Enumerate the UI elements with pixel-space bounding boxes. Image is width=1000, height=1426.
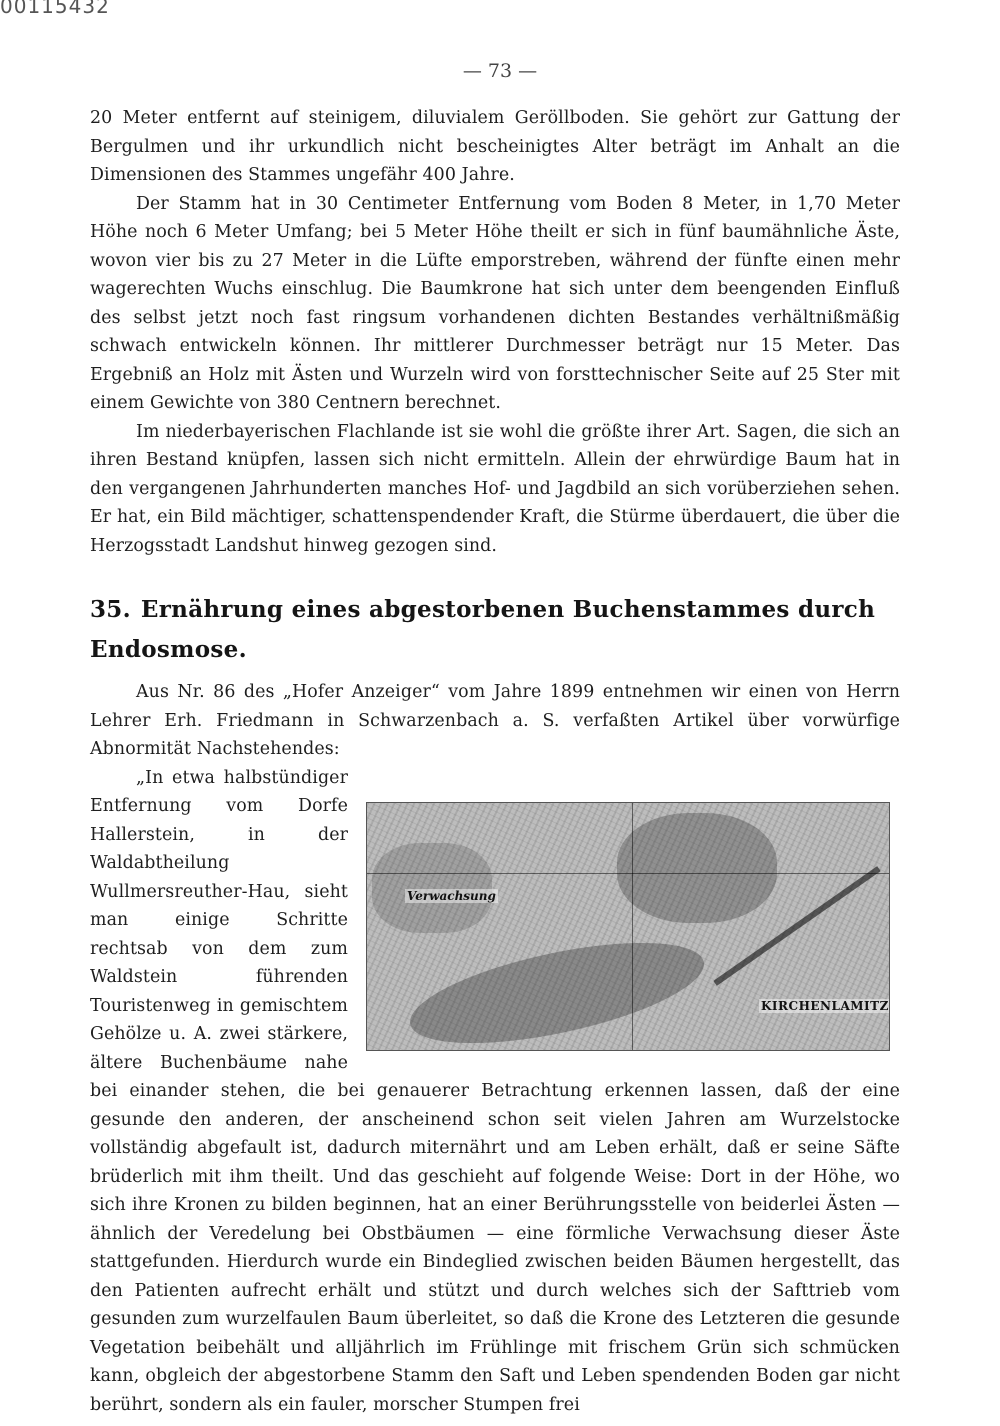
page-number: — 73 — <box>462 60 538 82</box>
paragraph-1: 20 Meter entfernt auf steinigem, diluvialem Geröllboden. Sie gehört zur Gattung der Bergulmen und ihr urkundlich nicht bescheinigtes Alter beträgt im Anhalt an die Dimensionen des Stammes ungefähr 400 Jahre. <box>90 108 900 185</box>
section-number: 35. <box>90 596 131 623</box>
page-content <box>90 104 900 1419</box>
section-title: Ernährung eines abgestorbenen Buchenstammes durch Endosmose. <box>90 596 876 663</box>
paragraph-2: Der Stamm hat in 30 Centimeter Entfernung vom Boden 8 Meter, in 1,70 Meter Höhe noch 6 Meter Umfang; bei 5 Meter Höhe theilt er sich in fünf baumähnliche Äste, wovon vier bis zu 27 Meter in die Lüfte emporstreben, während der fünfte einen mehr wagerechten Wuchs einschlug. Die Baumkrone hat sich unter dem beengenden Einfluß des selbst jetzt noch fast ringsum vorhandenen dichten Bestandes verhältnißmäßig schwach entwickeln können. Ihr mittlerer Durchmesser beträgt nur 15 Meter. Das Ergebniß an Holz mit Ästen und Wurzeln wird von forsttechnischer Seite auf 25 Ster mit einem Gewichte von 380 Centnern berechnet. <box>90 193 900 413</box>
map-label-kirchenlamitz: KIRCHENLAMITZ <box>761 998 889 1013</box>
archive-id: 00115432 <box>0 0 110 18</box>
paragraph-5: „In etwa halbstündiger Entfernung vom Dorfe Hallerstein, in der Waldabtheilung Wullmersreuther-Hau, sieht man einige Schritte rechtsab von dem zum Waldstein führenden Touristenweg in gemischtem Gehölze u. A. zwei stärkere, ältere Buchenbäume nahe bei einander stehen, die bei genauerer Betrachtung erkennen lassen, daß der eine gesunde den anderen, der anscheinend schon seit vielen Jahren am Wurzelstocke vollständig abgefault ist, dadurch miternährt und am Leben erhält, daß er seine Säfte brüderlich mit ihm theilt. Und das geschieht auf folgende Weise: Dort in der Höhe, wo sich ihre Kronen zu bilden beginnen, hat an einer Berührungsstelle von beiderlei Ästen — ähnlich der Veredelung bei Obstbäumen — eine förmliche Verwachsung dieser Äste stattgefunden. Hierdurch wurde ein Bindeglied zwischen beiden Bäumen hergestellt, das den Patienten aufrecht erhält und stützt und durch welches sich der Safttrieb vom gesunden zum wurzelfaulen Baum überleitet, so daß die Krone des Letzteren die gesunde Vegetation beibehält und alljährlich im Frühlinge mit frischem Grün sich schmücken kann, obgleich der abgestorbene Stamm den Saft und Leben spendenden Boden gar nicht berührt, sondern als ein fauler, morscher Stumpen frei <box>90 767 900 1415</box>
topographic-map-image <box>366 802 890 1051</box>
map-label-verwachsung: Verwachsung <box>407 888 496 903</box>
section-heading <box>90 590 900 670</box>
paragraph-3: Im niederbayerischen Flachlande ist sie wohl die größte ihrer Art. Sagen, die sich an ihren Bestand knüpfen, lassen sich nicht ermitteln. Allein der ehrwürdige Baum hat in den vergangenen Jahrhunderten manches Hof- und Jagdbild an sich vorüberziehen sehen. Er hat, ein Bild mächtiger, schattenspendender Kraft, die Stürme überdauert, die über die Herzogsstadt Landshut hinweg gezogen sind. <box>90 421 900 556</box>
paragraph-4: Aus Nr. 86 des „Hofer Anzeiger“ vom Jahre 1899 entnehmen wir einen von Herrn Lehrer Erh. Friedmann in Schwarzenbach a. S. verfaßten Artikel über vorwürfige Abnormität Nachstehendes: <box>90 682 900 759</box>
